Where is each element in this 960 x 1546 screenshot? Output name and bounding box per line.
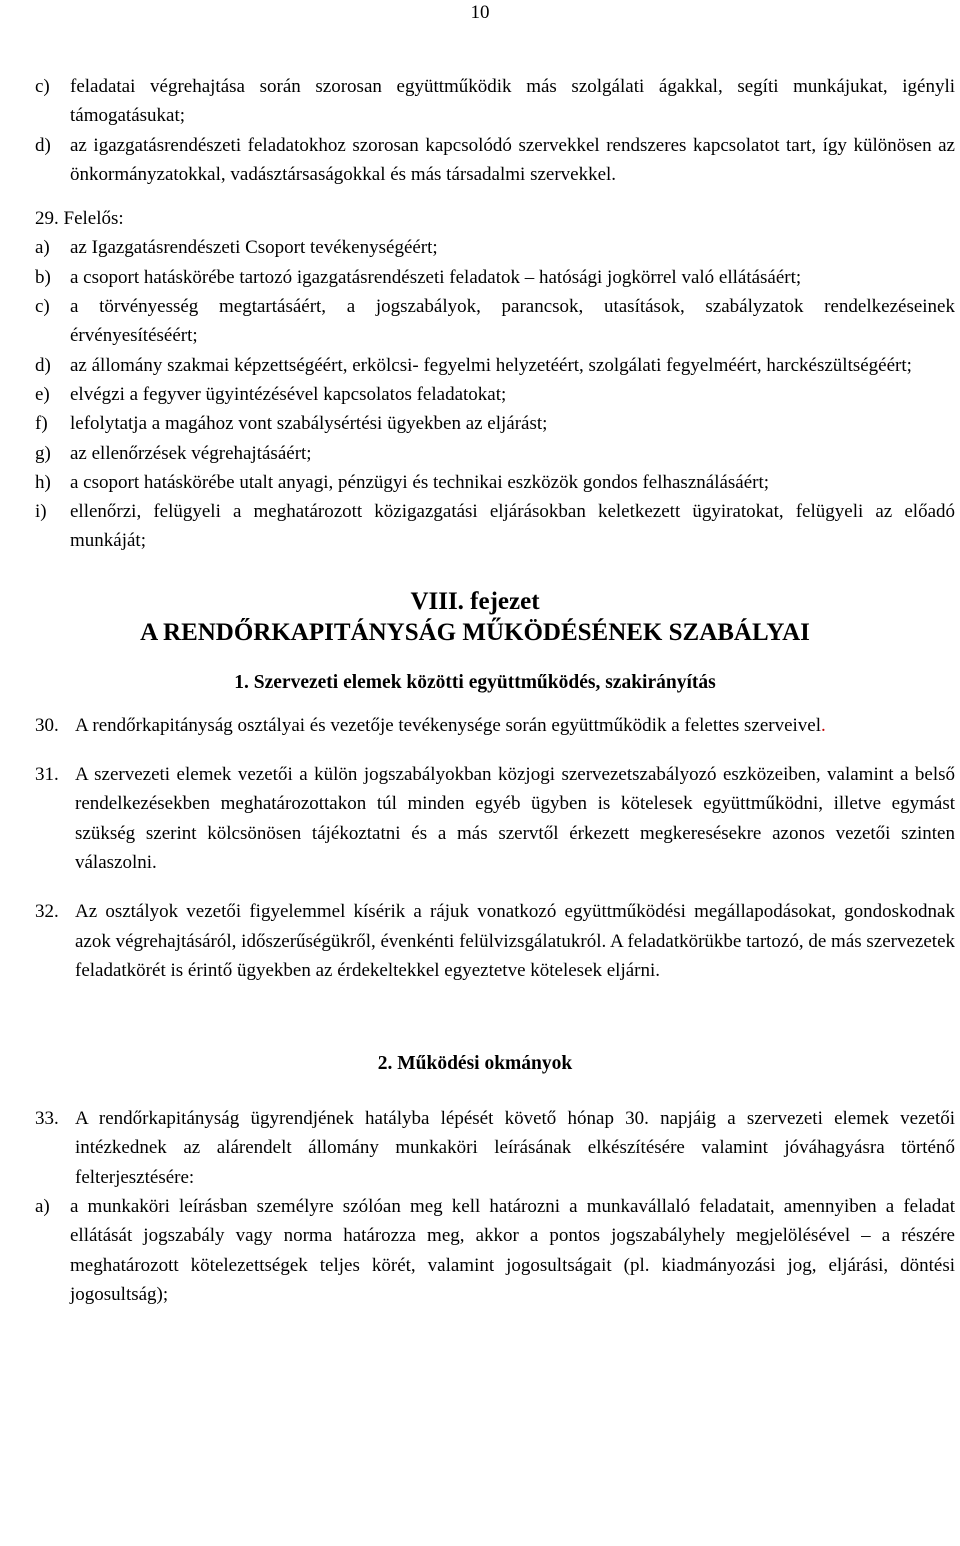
list-item-text: az állomány szakmai képzettségéért, erkölcsi- fegyelmi helyzetéért, szolgálati fegyelméért, harckészültségéért; [70,354,912,376]
list-marker: c) [35,76,50,97]
list-item-text: elvégzi a fegyver ügyintézésével kapcsolatos feladatokat; [70,383,507,405]
chapter-title: A RENDŐRKAPITÁNYSÁG MŰKÖDÉSÉNEK SZABÁLYAI [140,618,810,646]
list-item-text: lefolytatja a magához vont szabálysértési ügyekben az eljárást; [70,413,548,435]
paragraph-number: 30. [35,714,59,736]
list-item [35,497,955,556]
list-item-text: feladatai végrehajtása során szorosan együttműködik más szolgálati ágakkal, segíti munkájukat, igényli támogatásukat; [70,76,955,127]
numbered-paragraph [35,760,955,877]
paragraph-number: 32. [35,901,59,923]
list-marker: a) [35,237,50,259]
list-marker: f) [35,413,48,435]
list-item-text: a csoport hatáskörébe tartozó igazgatásrendészeti feladatok – hatósági jogkörrel való ellátásáért; [70,266,802,288]
paragraph-text: A rendőrkapitányság ügyrendjének hatályba lépését követő hónap 30. napjáig a szervezeti elemek vezetői intézkednek az alárendelt állomány munkaköri leírásának elkészítésére valamint jóváhagyásra történő felterjesztésére: [75,1108,955,1188]
list-item [35,380,955,409]
paragraph-29-heading [35,204,955,233]
paragraph-text: A rendőrkapitányság osztályai és vezetője tevékenysége során együttműködik a felettes szerveivel [75,714,822,736]
paragraph-number: 33. [35,1108,59,1130]
numbered-paragraph [35,711,955,740]
list-item [35,439,955,468]
numbered-paragraph [35,1104,955,1192]
paragraph-text: A szervezeti elemek vezetői a külön jogszabályokban közjogi szervezetszabályozó eszközeiben, valamint a belső rendelkezésekben meghatározottakon túl minden egyéb ügyben is kötelesek együttműködni, illetve egymást szükség szerint kölcsönösen tájékoztatni és a más szervtől érkezett megkeresésekre azonos vezetői szinten válaszolni. [75,764,955,873]
list-item [35,263,955,292]
list-item-text: az Igazgatásrendészeti Csoport tevékenységéért; [70,237,438,259]
document-body [35,72,955,1309]
list-item-text: a törvényesség megtartásáért, a jogszabályok, parancsok, utasítások, szabályzatok rendelkezéseinek érvényesítéséért; [70,296,955,347]
list-marker: e) [35,383,50,405]
paragraph-number: 31. [35,764,59,786]
list-marker: c) [35,296,50,318]
list-item [35,351,955,380]
list-marker: b) [35,266,51,288]
page-number: 10 [470,2,490,23]
section-heading: 1. Szervezeti elemek közötti együttműködés, szakirányítás [234,671,716,693]
list-item [35,131,955,190]
list-marker: a) [35,1196,50,1218]
list-item [35,233,955,262]
list-item [35,468,955,497]
list-marker: h) [35,471,51,493]
list-item-text: a munkaköri leírásban személyre szólóan meg kell határozni a munkavállaló feladatait, amennyiben a feladat ellátását jogszabály vagy norma határozza meg, akkor a pontos jogszabályhely megjelölésével – a részére meghatározott kötelezettségek teljes körét, valamint jogosultságait (pl. kiadmányozási jog, eljárási, döntési jogosultság); [70,1196,955,1305]
list-item-text: az ellenőrzések végrehajtásáért; [70,442,312,464]
list-marker: i) [35,501,47,523]
chapter-number: VIII. fejezet [410,587,540,615]
numbered-paragraph [35,897,955,985]
paragraph-end-mark: . [821,714,826,736]
chapter-heading [35,586,915,648]
list-marker: d) [35,134,51,156]
list-marker: g) [35,442,51,464]
list-item [35,292,955,351]
list-item-text: az igazgatásrendészeti feladatokhoz szorosan kapcsolódó szervekkel rendszeres kapcsolatot tart, így különösen az önkormányzatokkal, vadásztársaságokkal és más társadalmi szervekkel. [70,134,955,185]
paragraph-text: Felelős: [63,208,124,230]
list-item-text: ellenőrzi, felügyeli a meghatározott közigazgatási eljárásokban keletkezett ügyiratokat, felügyeli az előadó munkáját; [70,501,955,552]
list-item [35,72,955,131]
list-item [35,409,955,438]
paragraph-number: 29. [35,208,59,230]
paragraph-text: Az osztályok vezetői figyelemmel kísérik a rájuk vonatkozó együttműködési megállapodásokat, gondoskodnak azok végrehajtásáról, időszerűségükről, évenkénti felülvizsgálatukról. A feladatkörükbe tartozó, de más szervezetek feladatkörét is érintő ügyekben az érdekeltekkel egyeztetve kötelesek eljárni. [75,901,955,981]
list-item-text: a csoport hatáskörébe utalt anyagi, pénzügyi és technikai eszközök gondos felhasználásáért; [70,471,770,493]
list-marker: d) [35,354,51,376]
list-item [35,1192,955,1309]
section-heading: 2. Működési okmányok [377,1053,573,1075]
